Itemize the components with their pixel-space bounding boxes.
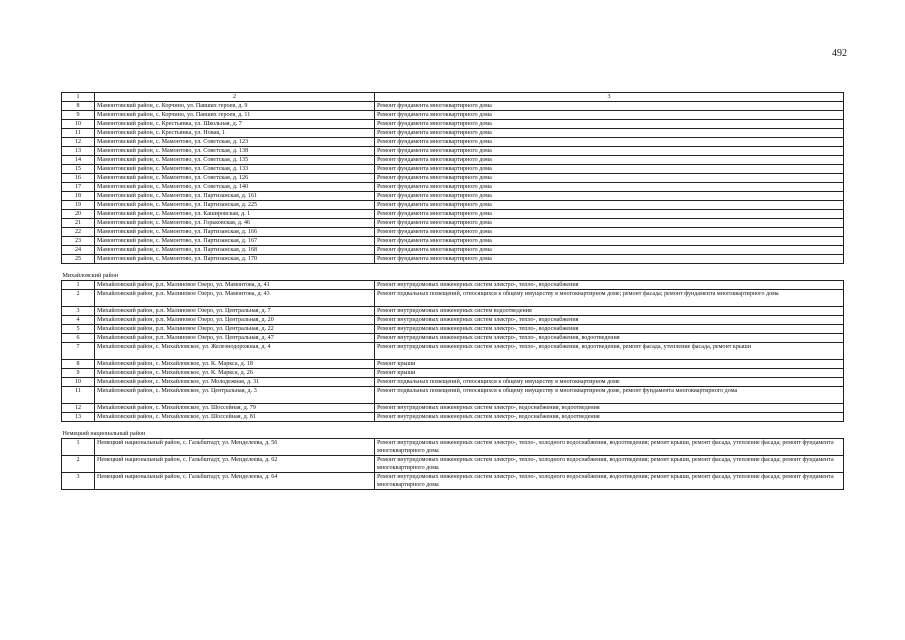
row-work: Ремонт внутридомовых инженерных систем электро-, тепло-, водоснабжения bbox=[375, 316, 844, 325]
table-row bbox=[62, 102, 844, 111]
section-gap bbox=[62, 264, 844, 273]
row-address: Мамонтовский район, с. Мамонтово, ул. Партизанская, д. 225 bbox=[95, 201, 375, 210]
row-work: Ремонт фундамента многоквартирного дома bbox=[375, 174, 844, 183]
table-row bbox=[62, 147, 844, 156]
row-address: Михайловский район, р.п. Малиновое Озеро, ул. Центральная, д. 7 bbox=[95, 307, 375, 316]
row-address: Мамонтовский район, с. Мамонтово, ул. Партизанская, д. 166 bbox=[95, 228, 375, 237]
table-row bbox=[62, 473, 844, 490]
row-number: 6 bbox=[62, 334, 95, 343]
row-work: Ремонт фундамента многоквартирного дома bbox=[375, 183, 844, 192]
row-work: Ремонт внутридомовых инженерных систем электро-, тепло-, водоснабжения bbox=[375, 281, 844, 290]
row-work: Ремонт внутридомовых инженерных систем электро-, тепло-, холодного водоснабжения, водоотведения; ремонт крыши, ремонт фасада, утепление фасада; ремонт фундамента многоквартирного дома bbox=[375, 473, 844, 490]
row-number: 9 bbox=[62, 111, 95, 120]
row-number: 17 bbox=[62, 183, 95, 192]
table-row bbox=[62, 219, 844, 228]
table-row bbox=[62, 201, 844, 210]
row-number: 3 bbox=[62, 307, 95, 316]
row-address: Мамонтовский район, с. Мамонтово, ул. Советская, д. 138 bbox=[95, 147, 375, 156]
row-work: Ремонт фундамента многоквартирного дома bbox=[375, 228, 844, 237]
row-work: Ремонт фундамента многоквартирного дома bbox=[375, 246, 844, 255]
row-work: Ремонт внутридомовых инженерных систем электро-, водоснабжения, водоотведения bbox=[375, 404, 844, 413]
row-work: Ремонт фундамента многоквартирного дома bbox=[375, 111, 844, 120]
table-row bbox=[62, 111, 844, 120]
row-number: 19 bbox=[62, 201, 95, 210]
row-work: Ремонт фундамента многоквартирного дома bbox=[375, 201, 844, 210]
row-address: Михайловский район, р.п. Малиновое Озеро, ул. Центральная, д. 20 bbox=[95, 316, 375, 325]
row-number: 10 bbox=[62, 120, 95, 129]
table-row bbox=[62, 369, 844, 378]
row-work: Ремонт внутридомовых инженерных систем электро-, тепло-, холодного водоснабжения, водоотведения; ремонт крыши, ремонт фасада, утепление фасада; ремонт фундамента многоквартирного дома bbox=[375, 439, 844, 456]
row-address: Немецкий национальный район, с. Гальбштадт, ул. Менделеева, д. 64 bbox=[95, 473, 375, 490]
row-address: Мамонтовский район, с. Мамонтово, ул. Партизанская, д. 168 bbox=[95, 246, 375, 255]
table-row bbox=[62, 183, 844, 192]
row-address: Михайловский район, с. Михайловское, ул. Шоссейная, д. 81 bbox=[95, 413, 375, 422]
table-row bbox=[62, 210, 844, 219]
header-col-2: 2 bbox=[95, 93, 375, 102]
row-work: Ремонт фундамента многоквартирного дома bbox=[375, 192, 844, 201]
row-work: Ремонт подвальных помещений, относящихся к общему имуществу в многоквартирном доме bbox=[375, 378, 844, 387]
table-row bbox=[62, 138, 844, 147]
table-row bbox=[62, 129, 844, 138]
row-number: 1 bbox=[62, 439, 95, 456]
row-number: 4 bbox=[62, 316, 95, 325]
table-row bbox=[62, 255, 844, 264]
row-work: Ремонт внутридомовых инженерных систем электро-, тепло-, водоснабжения, водоотведения, ремонт фасада, утепление фасада, ремонт крыши bbox=[375, 343, 844, 360]
row-number: 22 bbox=[62, 228, 95, 237]
row-number: 21 bbox=[62, 219, 95, 228]
table-row bbox=[62, 334, 844, 343]
row-number: 13 bbox=[62, 413, 95, 422]
row-number: 8 bbox=[62, 102, 95, 111]
row-number: 25 bbox=[62, 255, 95, 264]
table-row bbox=[62, 456, 844, 473]
page-number: 492 bbox=[832, 48, 847, 59]
row-address: Михайловский район, р.п. Малиновое Озеро, ул. Мамонтова, д. 41 bbox=[95, 281, 375, 290]
row-address: Мамонтовский район, с. Мамонтово, ул. Партизанская, д. 170 bbox=[95, 255, 375, 264]
row-address: Мамонтовский район, с. Мамонтово, ул. Горьковская, д. 46 bbox=[95, 219, 375, 228]
row-address: Мамонтовский район, с. Корчино, ул. Павших героев, д. 9 bbox=[95, 102, 375, 111]
row-number: 2 bbox=[62, 290, 95, 307]
row-address: Михайловский район, с. Михайловское, ул. Центральная, д. 3 bbox=[95, 387, 375, 404]
row-number: 1 bbox=[62, 281, 95, 290]
table-row bbox=[62, 378, 844, 387]
row-work: Ремонт внутридомовых инженерных систем электро-, водоснабжения, водоотведения bbox=[375, 413, 844, 422]
table-row bbox=[62, 307, 844, 316]
section-heading-row bbox=[62, 272, 844, 281]
row-number: 18 bbox=[62, 192, 95, 201]
row-work: Ремонт крыши bbox=[375, 360, 844, 369]
header-col-1: 1 bbox=[62, 93, 95, 102]
row-work: Ремонт фундамента многоквартирного дома bbox=[375, 129, 844, 138]
row-address: Мамонтовский район, с. Мамонтово, ул. Советская, д. 135 bbox=[95, 156, 375, 165]
row-number: 14 bbox=[62, 156, 95, 165]
row-work: Ремонт фундамента многоквартирного дома bbox=[375, 237, 844, 246]
row-work: Ремонт внутридомовых инженерных систем электро-, тепло-, водоснабжения, водоотведения bbox=[375, 334, 844, 343]
header-col-3: 3 bbox=[375, 93, 844, 102]
table-row bbox=[62, 281, 844, 290]
table-row bbox=[62, 439, 844, 456]
row-work: Ремонт фундамента многоквартирного дома bbox=[375, 219, 844, 228]
row-work: Ремонт подвальных помещений, относящихся к общему имуществу в многоквартирном доме, ремонт фундамента многоквартирного дома bbox=[375, 387, 844, 404]
row-address: Михайловский район, р.п. Малиновое Озеро, ул. Центральная, д. 47 bbox=[95, 334, 375, 343]
row-address: Михайловский район, с. Михайловское, ул. Молодежная, д. 31 bbox=[95, 378, 375, 387]
row-work: Ремонт фундамента многоквартирного дома bbox=[375, 210, 844, 219]
row-number: 23 bbox=[62, 237, 95, 246]
row-work: Ремонт фундамента многоквартирного дома bbox=[375, 138, 844, 147]
row-address: Михайловский район, р.п. Малиновое Озеро, ул. Мамонтова, д. 43 bbox=[95, 290, 375, 307]
row-work: Ремонт внутридомовых инженерных систем электро-, тепло-, водоснабжения bbox=[375, 325, 844, 334]
table-row bbox=[62, 387, 844, 404]
row-number: 16 bbox=[62, 174, 95, 183]
row-address: Михайловский район, с. Михайловское, ул. Железнодорожная, д. 4 bbox=[95, 343, 375, 360]
table-row bbox=[62, 413, 844, 422]
row-address: Мамонтовский район, с. Крестьянка, ул. Школьная, д. 7 bbox=[95, 120, 375, 129]
row-address: Мамонтовский район, с. Мамонтово, ул. Кашировская, д. 1 bbox=[95, 210, 375, 219]
section-gap-cell bbox=[62, 422, 844, 431]
row-number: 20 bbox=[62, 210, 95, 219]
row-address: Мамонтовский район, с. Мамонтово, ул. Советская, д. 133 bbox=[95, 165, 375, 174]
row-work: Ремонт внутридомовых инженерных систем водоотведения bbox=[375, 307, 844, 316]
row-address: Михайловский район, с. Михайловское, ул. Шоссейная, д. 79 bbox=[95, 404, 375, 413]
row-address: Немецкий национальный район, с. Гальбштадт, ул. Менделеева, д. 62 bbox=[95, 456, 375, 473]
section-heading-row bbox=[62, 430, 844, 439]
table-row bbox=[62, 325, 844, 334]
table-row bbox=[62, 316, 844, 325]
row-address: Мамонтовский район, с. Мамонтово, ул. Советская, д. 123 bbox=[95, 138, 375, 147]
row-number: 9 bbox=[62, 369, 95, 378]
header-row bbox=[62, 93, 844, 102]
row-address: Мамонтовский район, с. Мамонтово, ул. Советская, д. 140 bbox=[95, 183, 375, 192]
row-number: 12 bbox=[62, 138, 95, 147]
row-address: Михайловский район, с. Михайловское, ул. К. Маркса, д. 26 bbox=[95, 369, 375, 378]
table-row bbox=[62, 156, 844, 165]
table-row bbox=[62, 246, 844, 255]
row-work: Ремонт подвальных помещений, относящихся к общему имуществу в многоквартирном доме; ремонт фасада; ремонт фундамента многоквартирного дома bbox=[375, 290, 844, 307]
row-number: 12 bbox=[62, 404, 95, 413]
row-number: 11 bbox=[62, 387, 95, 404]
row-number: 7 bbox=[62, 343, 95, 360]
row-address: Немецкий национальный район, с. Гальбштадт, ул. Менделеева, д. 56 bbox=[95, 439, 375, 456]
row-number: 15 bbox=[62, 165, 95, 174]
row-number: 2 bbox=[62, 456, 95, 473]
row-work: Ремонт фундамента многоквартирного дома bbox=[375, 147, 844, 156]
section-heading: Немецкий национальный район bbox=[62, 431, 146, 437]
repair-table bbox=[61, 92, 844, 490]
row-number: 3 bbox=[62, 473, 95, 490]
row-number: 11 bbox=[62, 129, 95, 138]
row-address: Мамонтовский район, с. Мамонтово, ул. Партизанская, д. 167 bbox=[95, 237, 375, 246]
row-number: 24 bbox=[62, 246, 95, 255]
table-row bbox=[62, 192, 844, 201]
row-work: Ремонт фундамента многоквартирного дома bbox=[375, 102, 844, 111]
table-row bbox=[62, 404, 844, 413]
table-row bbox=[62, 228, 844, 237]
row-address: Мамонтовский район, с. Крестьянка, ул. Новая, 1 bbox=[95, 129, 375, 138]
row-number: 8 bbox=[62, 360, 95, 369]
table-row bbox=[62, 174, 844, 183]
table-row bbox=[62, 237, 844, 246]
section-gap-cell bbox=[62, 264, 844, 273]
row-address: Мамонтовский район, с. Мамонтово, ул. Партизанская, д. 161 bbox=[95, 192, 375, 201]
row-number: 5 bbox=[62, 325, 95, 334]
row-work: Ремонт внутридомовых инженерных систем электро-, тепло-, холодного водоснабжения, водоотведения; ремонт крыши, ремонт фасада, утепление фасада; ремонт фундамента многоквартирного дома bbox=[375, 456, 844, 473]
table-row bbox=[62, 120, 844, 129]
row-address: Мамонтовский район, с. Корчино, ул. Павших героев, д. 11 bbox=[95, 111, 375, 120]
row-work: Ремонт крыши bbox=[375, 369, 844, 378]
row-work: Ремонт фундамента многоквартирного дома bbox=[375, 165, 844, 174]
table-row bbox=[62, 290, 844, 307]
section-heading: Михайловский район bbox=[62, 273, 119, 279]
table-row bbox=[62, 343, 844, 360]
section-gap bbox=[62, 422, 844, 431]
table-row bbox=[62, 165, 844, 174]
row-address: Мамонтовский район, с. Мамонтово, ул. Советская, д. 126 bbox=[95, 174, 375, 183]
table-row bbox=[62, 360, 844, 369]
row-work: Ремонт фундамента многоквартирного дома bbox=[375, 255, 844, 264]
row-address: Михайловский район, р.п. Малиновое Озеро, ул. Центральная, д. 22 bbox=[95, 325, 375, 334]
row-work: Ремонт фундамента многоквартирного дома bbox=[375, 156, 844, 165]
row-work: Ремонт фундамента многоквартирного дома bbox=[375, 120, 844, 129]
row-number: 10 bbox=[62, 378, 95, 387]
row-number: 13 bbox=[62, 147, 95, 156]
row-address: Михайловский район, с. Михайловское, ул. К. Маркса, д. 18 bbox=[95, 360, 375, 369]
